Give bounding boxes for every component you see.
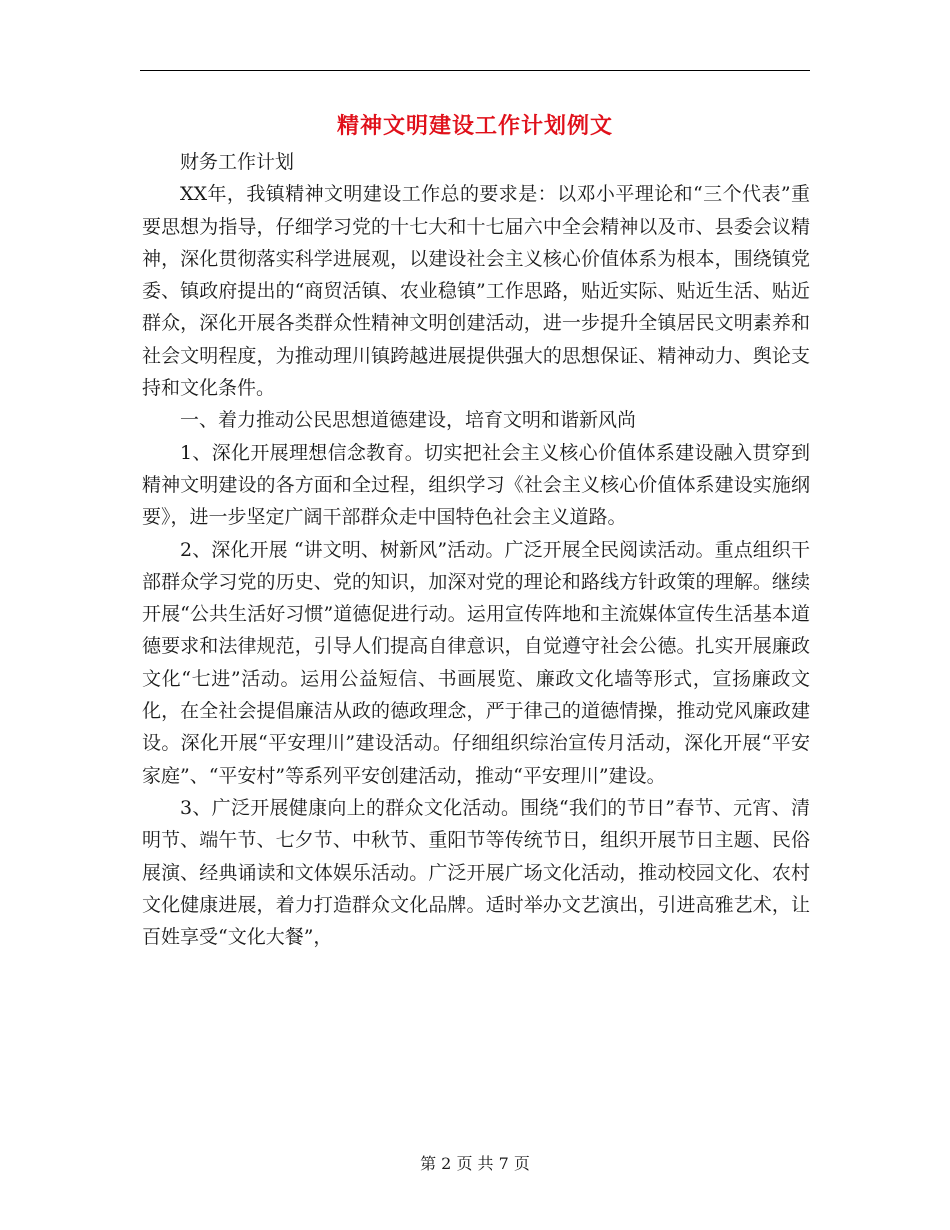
paragraph-intro: XX年，我镇精神文明建设工作总的要求是：以邓小平理论和“三个代表”重要思想为指导，仔细学习党的十七大和十七届六中全会精神以及市、县委会议精神，深化贯彻落实科学进展观，以建设社会主义核心价值体系为根本，围绕镇党委、镇政府提出的“商贸活镇、农业稳镇”工作思路，贴近实际、贴近生活、贴近群众，深化开展各类群众性精神文明创建活动，进一步提升全镇居民文明素养和社会文明程度，为推动理川镇跨越进展提供强大的思想保证、精神动力、舆论支持和文化条件。 bbox=[142, 183, 810, 400]
section-heading-1: 一、着力推动公民思想道德建设，培育文明和谐新风尚 bbox=[180, 409, 637, 432]
paragraph-item-1: 1、深化开展理想信念教育。切实把社会主义核心价值体系建设融入贯穿到精神文明建设的各方面和全过程，组织学习《社会主义核心价值体系建设实施纲要》，进一步坚定广阔干部群众走中国特色社会主义道路。 bbox=[142, 441, 810, 529]
paragraph-subtitle: 财务工作计划 bbox=[180, 151, 295, 173]
page-number-footer: 第 2 页 共 7 页 bbox=[420, 1154, 530, 1173]
paragraph-item-3: 3、广泛开展健康向上的群众文化活动。围绕“我们的节日”春节、元宵、清明节、端午节、七夕节、中秋节、重阳节等传统节日，组织开展节日主题、民俗展演、经典诵读和文体娱乐活动。广泛开展广场文化活动，推动校园文化、农村文化健康进展，着力打造群众文化品牌。适时举办文艺演出，引进高雅艺术，让百姓享受“文化大餐”， bbox=[142, 796, 810, 949]
document-body bbox=[142, 146, 810, 953]
document-title: 精神文明建设工作计划例文 bbox=[336, 113, 613, 139]
paragraph-item-2: 2、深化开展 “讲文明、树新风”活动。广泛开展全民阅读活动。重点组织干部群众学习党的历史、党的知识，加深对党的理论和路线方针政策的理解。继续开展“公共生活好习惯”道德促进行动。运用宣传阵地和主流媒体宣传生活基本道德要求和法律规范，引导人们提高自律意识，自觉遵守社会公德。扎实开展廉政文化“七进”活动。运用公益短信、书画展览、廉政文化墙等形式，宣扬廉政文化，在全社会提倡廉洁从政的德政理念，严于律己的道德情操，推动党风廉政建设。深化开展“平安理川”建设活动。仔细组织综治宣传月活动，深化开展“平安家庭”、“平安村”等系列平安创建活动，推动“平安理川”建设。 bbox=[142, 538, 810, 787]
header-rule bbox=[140, 70, 810, 71]
